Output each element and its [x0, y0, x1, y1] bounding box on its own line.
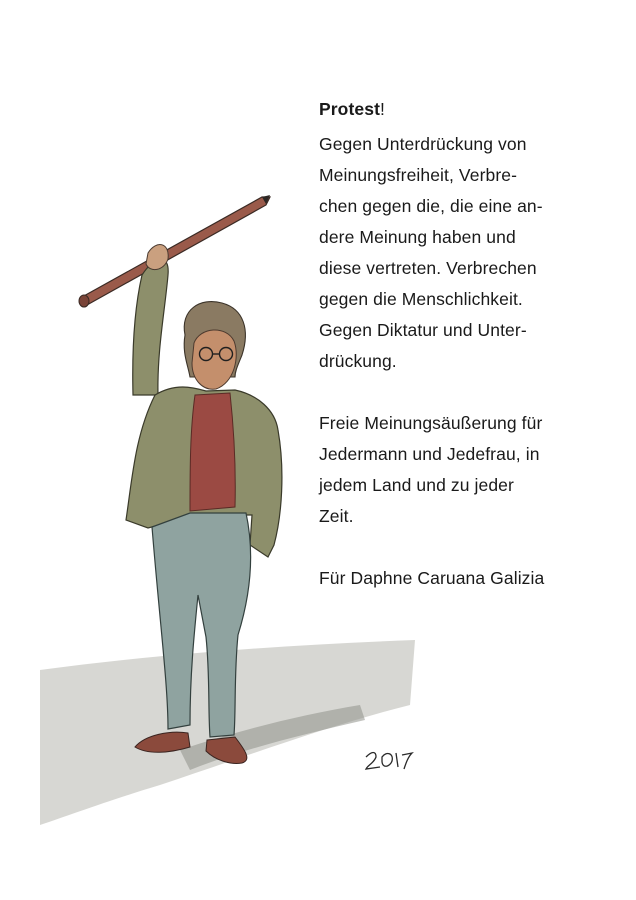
paragraph-line: Jedermann und Jedefrau, in — [319, 444, 540, 464]
paragraph-line: diese vertreten. Verbrechen — [319, 258, 537, 278]
dedication — [319, 563, 609, 594]
spacer — [319, 377, 609, 408]
paragraph-line: gegen die Menschlichkeit. — [319, 289, 523, 309]
title-exclamation: ! — [380, 99, 385, 119]
spacer — [319, 532, 609, 563]
pen-drawing — [79, 195, 270, 307]
artist-signature — [366, 753, 412, 770]
paragraph-line: Zeit. — [319, 506, 354, 526]
paragraph-line: dere Meinung haben und — [319, 227, 516, 247]
title — [319, 95, 609, 123]
paragraph-line: Gegen Diktatur und Unter- — [319, 320, 527, 340]
raised-arm — [133, 259, 168, 395]
paragraph-line: Freie Meinungsäußerung für — [319, 413, 543, 433]
paragraph-freedom — [319, 408, 609, 532]
shirt — [190, 393, 235, 511]
title-word: Protest — [319, 99, 380, 119]
paragraph-line: Gegen Unterdrückung von — [319, 134, 527, 154]
paragraph-protest — [319, 129, 609, 377]
paragraph-line: chen gegen die, die eine an- — [319, 196, 543, 216]
text-column — [319, 95, 609, 594]
paragraph-line: jedem Land und zu jeder — [319, 475, 514, 495]
paragraph-line: Meinungsfreiheit, Verbre- — [319, 165, 518, 185]
dedication-line: Für Daphne Caruana Galizia — [319, 568, 545, 588]
paragraph-line: drückung. — [319, 351, 397, 371]
